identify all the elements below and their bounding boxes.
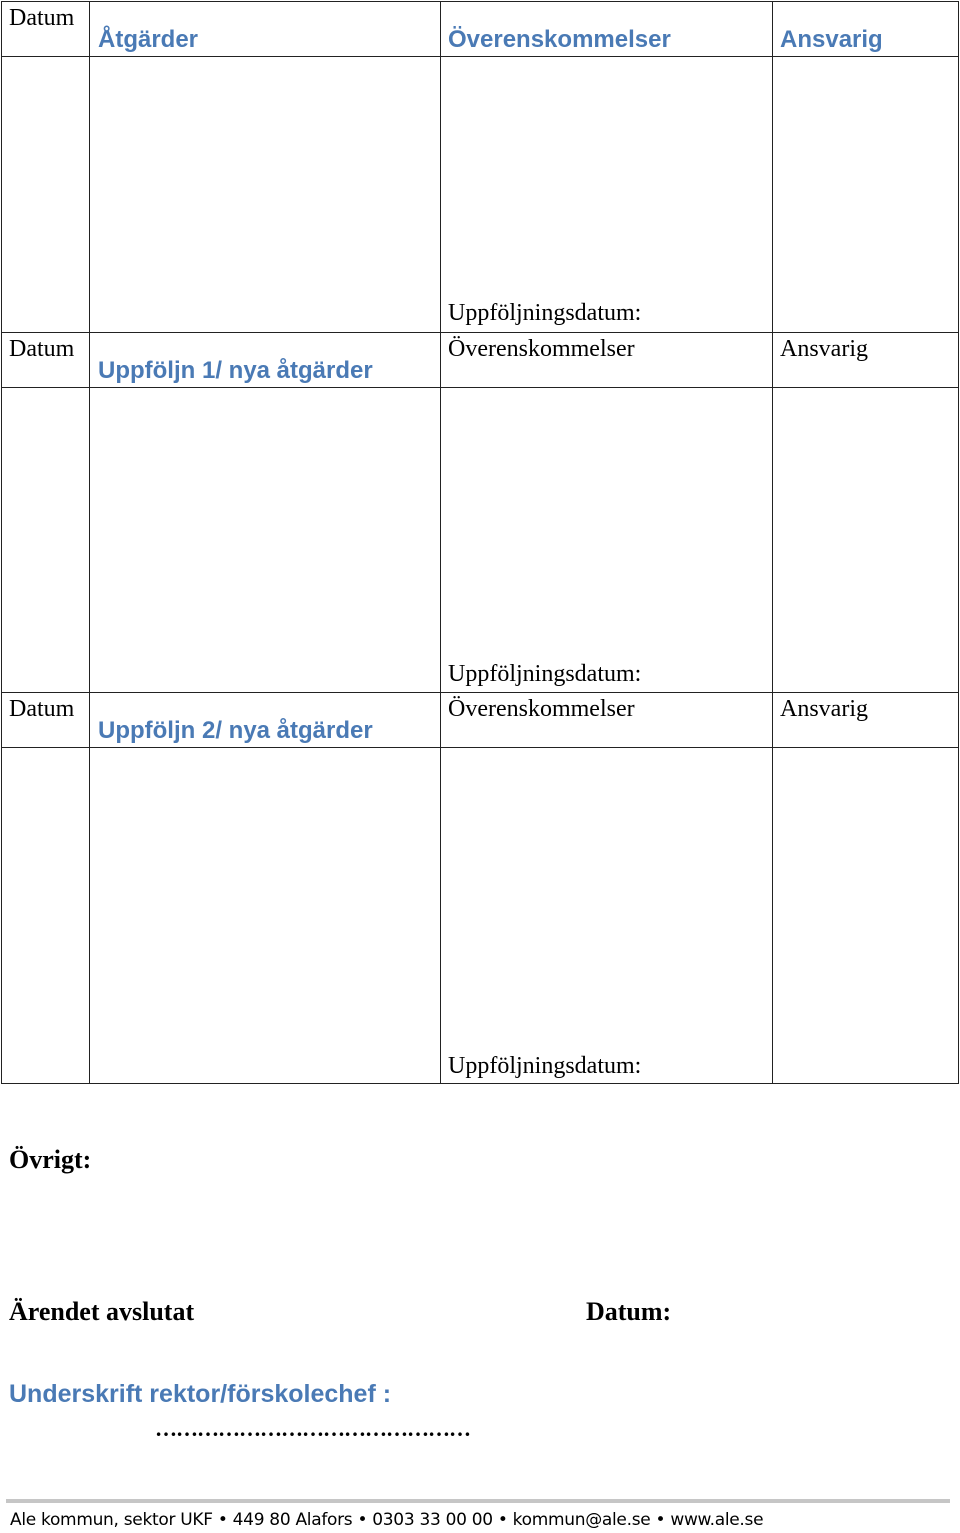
followup2-overenskommelser: Överenskommelser	[448, 696, 635, 722]
body3-overenskommelser-cell[interactable]	[441, 747, 773, 1084]
header-overenskommelser-cell	[441, 1, 773, 56]
header-ansvarig-cell	[773, 1, 959, 56]
action-plan-table	[1, 1, 957, 1084]
ovrigt-label: Övrigt:	[9, 1145, 92, 1174]
table-body-row-3	[1, 747, 957, 1084]
followup1-ansvarig-cell	[773, 332, 959, 387]
followup1-ansvarig: Ansvarig	[780, 336, 868, 362]
body2-overenskommelser-cell[interactable]	[441, 387, 773, 692]
header-ansvarig: Ansvarig	[780, 26, 883, 53]
footer-contact: Ale kommun, sektor UKF • 449 80 Alafors • 0303 33 00 00 • kommun@ale.se • www.ale.se	[10, 1510, 764, 1530]
followup1-datum: Datum	[9, 336, 75, 362]
body1-datum-cell[interactable]	[2, 56, 90, 332]
followup2-overenskommelser-cell	[441, 692, 773, 747]
body1-atgarder-cell[interactable]	[90, 56, 441, 332]
followup1-overenskommelser: Överenskommelser	[448, 336, 635, 362]
body1-followup-date-label: Uppföljningsdatum:	[448, 300, 642, 326]
followup1-label: Uppföljn 1/ nya åtgärder	[98, 357, 373, 384]
body1-overenskommelser-cell[interactable]	[441, 56, 773, 332]
signature-line[interactable]: ………………………………………	[155, 1416, 470, 1441]
closed-date-label: Datum:	[586, 1297, 672, 1326]
followup2-header-row	[1, 692, 957, 747]
followup1-overenskommelser-cell	[441, 332, 773, 387]
header-atgarder: Åtgärder	[98, 26, 199, 53]
followup2-label-cell	[90, 692, 441, 747]
followup2-datum: Datum	[9, 696, 75, 722]
followup1-label-cell	[90, 332, 441, 387]
followup2-ansvarig-cell	[773, 692, 959, 747]
followup2-ansvarig: Ansvarig	[780, 696, 868, 722]
case-closed-label: Ärendet avslutat	[9, 1297, 195, 1326]
body2-followup-date-label: Uppföljningsdatum:	[448, 661, 642, 687]
signature-label: Underskrift rektor/förskolechef :	[9, 1380, 392, 1408]
body2-ansvarig-cell[interactable]	[773, 387, 959, 692]
body2-datum-cell[interactable]	[2, 387, 90, 692]
header-overenskommelser: Överenskommelser	[448, 26, 671, 53]
body3-atgarder-cell[interactable]	[90, 747, 441, 1084]
followup2-label: Uppföljn 2/ nya åtgärder	[98, 717, 373, 744]
body2-atgarder-cell[interactable]	[90, 387, 441, 692]
followup2-datum-cell	[2, 692, 90, 747]
table-body-row-2	[1, 387, 957, 692]
header-datum: Datum	[9, 5, 75, 31]
header-atgarder-cell	[90, 1, 441, 56]
body3-datum-cell[interactable]	[2, 747, 90, 1084]
followup1-header-row	[1, 332, 957, 387]
body3-followup-date-label: Uppföljningsdatum:	[448, 1053, 642, 1079]
body1-ansvarig-cell[interactable]	[773, 56, 959, 332]
header-datum-cell	[2, 1, 90, 56]
body3-ansvarig-cell[interactable]	[773, 747, 959, 1084]
footer-divider	[6, 1499, 950, 1503]
table-header-row	[1, 1, 957, 56]
followup1-datum-cell	[2, 332, 90, 387]
table-body-row-1	[1, 56, 957, 332]
